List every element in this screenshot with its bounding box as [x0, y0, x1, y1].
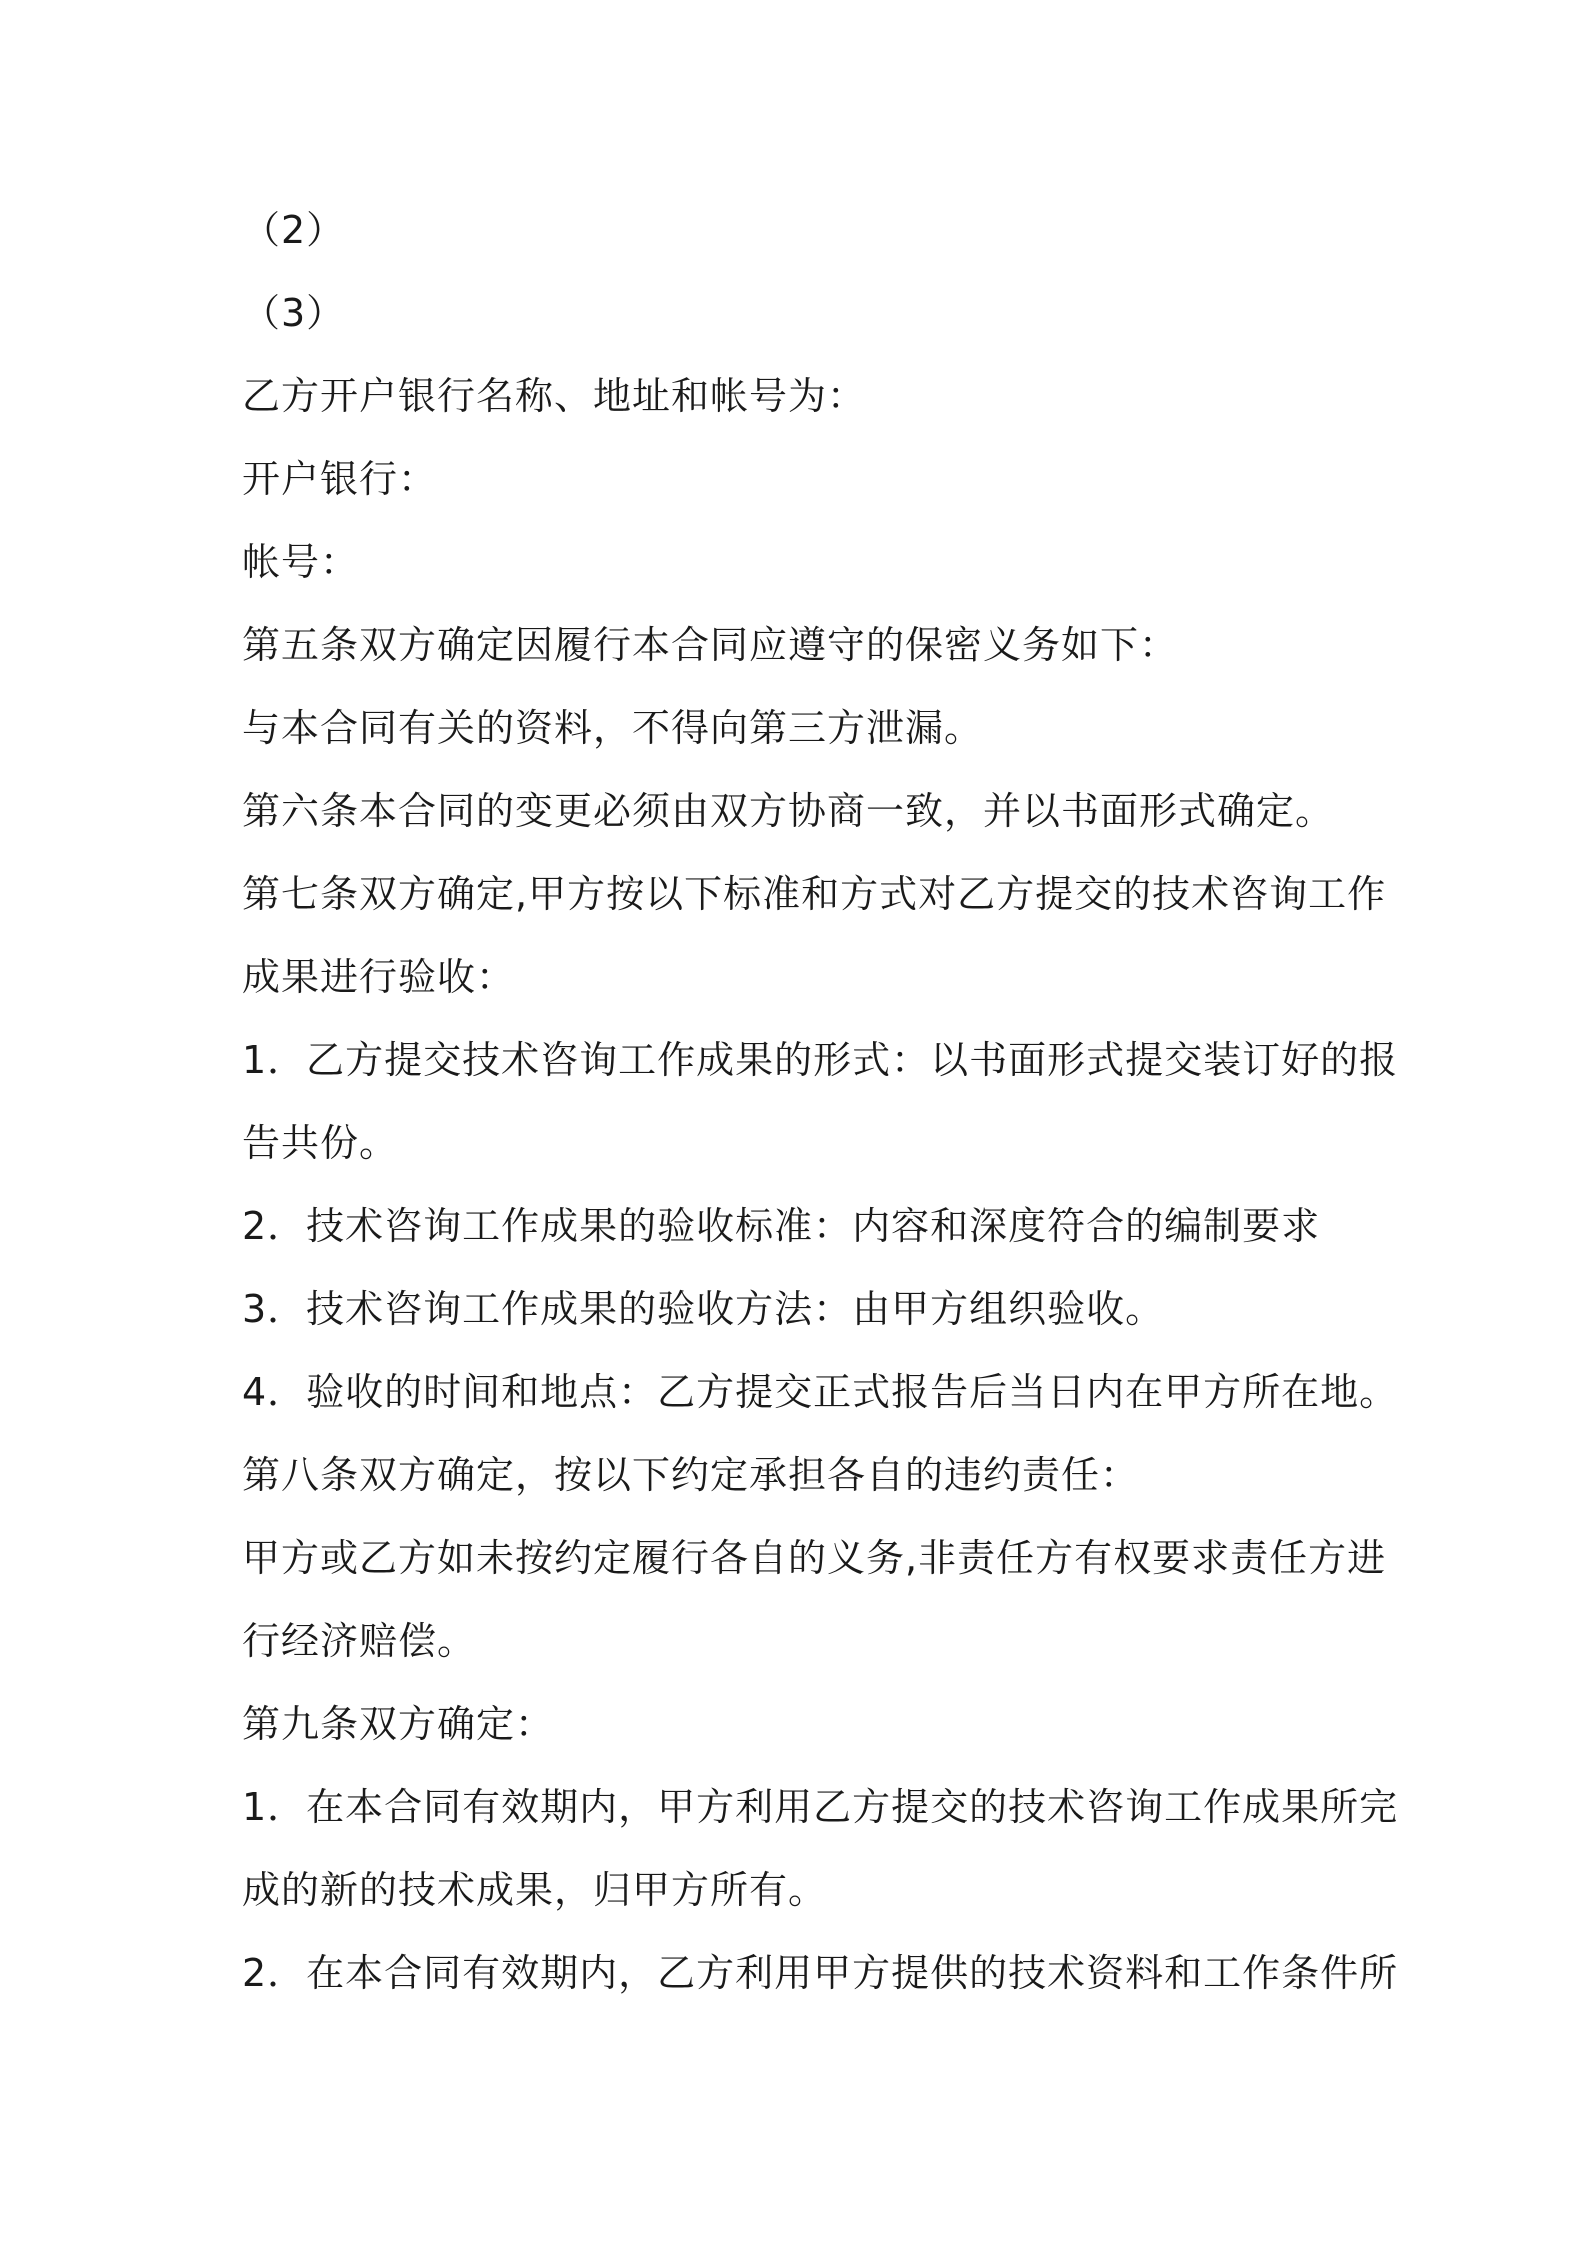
text-line: 乙方开户银行名称、地址和帐号为：: [242, 374, 867, 418]
text-line: 与本合同有关的资料，不得向第三方泄漏。: [242, 706, 984, 750]
text-line: 1．乙方提交技术咨询工作成果的形式：以书面形式提交装订好的报: [242, 1038, 1399, 1082]
text-line: 4．验收的时间和地点：乙方提交正式报告后当日内在甲方所在地。: [242, 1370, 1399, 1414]
text-line: 开户银行：: [242, 457, 438, 501]
text-line: 成的新的技术成果，归甲方所有。: [242, 1868, 828, 1912]
text-line: 第七条双方确定,甲方按以下标准和方式对乙方提交的技术咨询工作: [242, 872, 1387, 916]
text-line: 2．在本合同有效期内，乙方利用甲方提供的技术资料和工作条件所: [242, 1951, 1399, 1995]
text-line: 第六条本合同的变更必须由双方协商一致，并以书面形式确定。: [242, 789, 1335, 833]
text-line: 成果进行验收：: [242, 955, 516, 999]
text-line: 行经济赔偿。: [242, 1619, 477, 1663]
text-line: 帐号：: [242, 540, 360, 584]
text-line: 第九条双方确定：: [242, 1702, 555, 1746]
text-line: 第五条双方确定因履行本合同应遵守的保密义务如下：: [242, 623, 1179, 667]
text-line: 1．在本合同有效期内，甲方利用乙方提交的技术咨询工作成果所完: [242, 1785, 1399, 1829]
text-line: 甲方或乙方如未按约定履行各自的义务,非责任方有权要求责任方进: [242, 1536, 1387, 1580]
text-line: 3．技术咨询工作成果的验收方法：由甲方组织验收。: [242, 1287, 1165, 1331]
text-line: 告共份。: [242, 1121, 399, 1165]
text-line: 2．技术咨询工作成果的验收标准：内容和深度符合的编制要求: [242, 1204, 1321, 1248]
text-line: （3）: [242, 291, 346, 335]
text-line: （2）: [242, 208, 346, 252]
text-line: 第八条双方确定，按以下约定承担各自的违约责任：: [242, 1453, 1140, 1497]
